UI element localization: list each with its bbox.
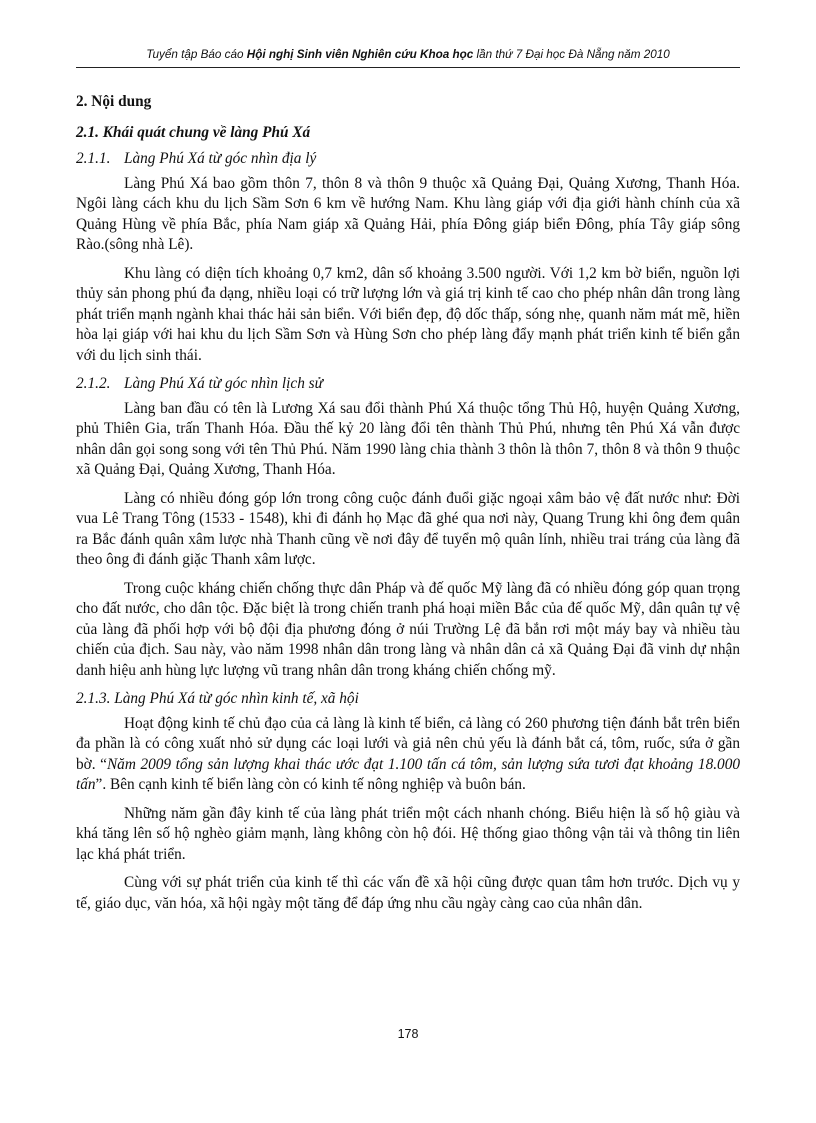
paragraph-text: ”. Bên cạnh kinh tế biển làng còn có kinh tế nông nghiệp và buôn bán. [95,776,526,793]
heading-title: Làng Phú Xá từ góc nhìn lịch sử [124,375,323,392]
section-heading: 2. Nội dung [76,93,152,110]
header-text-suffix: lần thứ 7 Đại học Đà Nẵng năm 2010 [473,48,670,61]
header-text-conference: Hội nghị Sinh viên Nghiên cứu Khoa học [246,48,474,61]
paragraph: Cùng với sự phát triển của kinh tế thì các vấn đề xã hội cũng được quan tâm hơn trước. Dịch vụ y tế, giáo dục, văn hóa, xã hội ngày một tăng để đáp ứng nhu cầu ngày càng cao của nhân dân. [76,874,740,912]
paragraph-text: Hoạt động kinh tế chủ đạo của cả làng là kinh tế biển, cả làng có 260 phương tiện đánh bắt trên biển đa phần là có công xuất nhỏ sử dụng các loại lưới và giả nên chủ yếu là đánh bắt cá, tôm, ruốc, sứa ở gần bờ. “ [76,714,740,773]
paragraph: Những năm gần đây kinh tế của làng phát triển một cách nhanh chóng. Biểu hiện là số hộ giàu và khá tăng lên số hộ nghèo giảm mạnh, làng không còn hộ đói. Hệ thống giao thông vận tải và thông tin liên lạc khá phát triển. [76,804,740,863]
heading-number: 2.1.3. [76,690,111,707]
page-number: 178 [397,1027,419,1041]
paragraph: Làng ban đầu có tên là Lương Xá sau đổi thành Phú Xá thuộc tổng Thủ Hộ, huyện Quảng Xương, phủ Thiên Gia, trấn Thanh Hóa. Đầu thế kỷ 20 làng đổi tên thành Thủ Phú, nhưng tên Phú Xá vẫn được nhân dân gọi song song với tên Thủ Phú. Năm 1990 làng chia thành 3 thôn là thôn 7, thôn 8 và thôn 9 thuộc xã Quảng Đại, Quảng Xương, Thanh Hóa. [76,399,740,478]
paragraph: Khu làng có diện tích khoảng 0,7 km2, dân số khoảng 3.500 người. Với 1,2 km bờ biển, nguồn lợi thủy sản phong phú đa dạng, nhiều loại có trữ lượng lớn và giá trị kinh tế cao cho phép nhân dân trong làng phát triển mạnh ngành khai thác hải sản biển. Với biển đẹp, độ dốc thấp, sóng nhẹ, quanh năm mát mẽ, hiền hòa lại giáp với hai khu du lịch Sầm Sơn và Hùng Sơn cho phép làng đẩy mạnh phát triển kinh tế biển gắn với du lịch sinh thái. [76,264,740,364]
heading-title: Làng Phú Xá từ góc nhìn địa lý [124,150,317,167]
paragraph: Làng có nhiều đóng góp lớn trong công cuộc đánh đuổi giặc ngoại xâm bảo vệ đất nước như: Đời vua Lê Trang Tông (1533 - 1548), khi đi đánh họ Mạc đã ghé qua nơi này, Quang Trung khi ông đem quân ra Bắc đánh quân xâm lược nhà Thanh cũng về nơi đây để tuyển mộ quân lính, nhiều trai tráng của làng đã theo ông đi đánh giặc Thanh xâm lược. [76,489,740,568]
paragraph: Làng Phú Xá bao gồm thôn 7, thôn 8 và thôn 9 thuộc xã Quảng Đại, Quảng Xương, Thanh Hóa. Ngôi làng cách khu du lịch Sầm Sơn 6 km về hướng Nam. Khu làng giáp với địa giới hành chính của xã Quảng Hùng về phía Bắc, phía Nam giáp xã Quảng Hải, phía Đông giáp biển Đông, phía Tây giáp sông Rào.(sông nhà Lê). [76,174,740,253]
running-header [76,48,740,68]
paragraph: Trong cuộc kháng chiến chống thực dân Pháp và đế quốc Mỹ làng đã có nhiều đóng góp quan trọng cho đất nước, cho dân tộc. Đặc biệt là trong chiến tranh phá hoại miền Bắc của đế quốc Mỹ, dân quân tự vệ của làng đã phối hợp với bộ đội địa phương đóng ở núi Trường Lệ đã bắn rơi một máy bay và nhiều tàu chiến của địch. Sau này, vào năm 1998 nhân dân trong làng và nhân dân cả xã Quảng Đại đã vinh dự nhận danh hiệu anh hùng lực lượng vũ trang nhân dân trong kháng chiến chống mỹ. [76,579,740,679]
subsubsection-heading-economy [76,689,740,710]
header-text-prefix: Tuyển tập Báo cáo [146,48,247,61]
paragraph [76,714,740,796]
subsection-heading: 2.1. Khái quát chung về làng Phú Xá [76,123,311,141]
page-content [76,92,740,922]
heading-number: 2.1.2. [76,375,111,392]
subsubsection-heading-history [76,374,740,395]
heading-title: Làng Phú Xá từ góc nhìn kinh tế, xã hội [114,690,359,707]
heading-number: 2.1.1. [76,150,111,167]
quoted-statistic: Năm 2009 tổng sản lượng khai thác ước đạt 1.100 tấn cá tôm, sản lượng sứa tươi đạt khoảng 18.000 tấn [76,755,740,793]
subsubsection-heading-geography [76,149,740,170]
